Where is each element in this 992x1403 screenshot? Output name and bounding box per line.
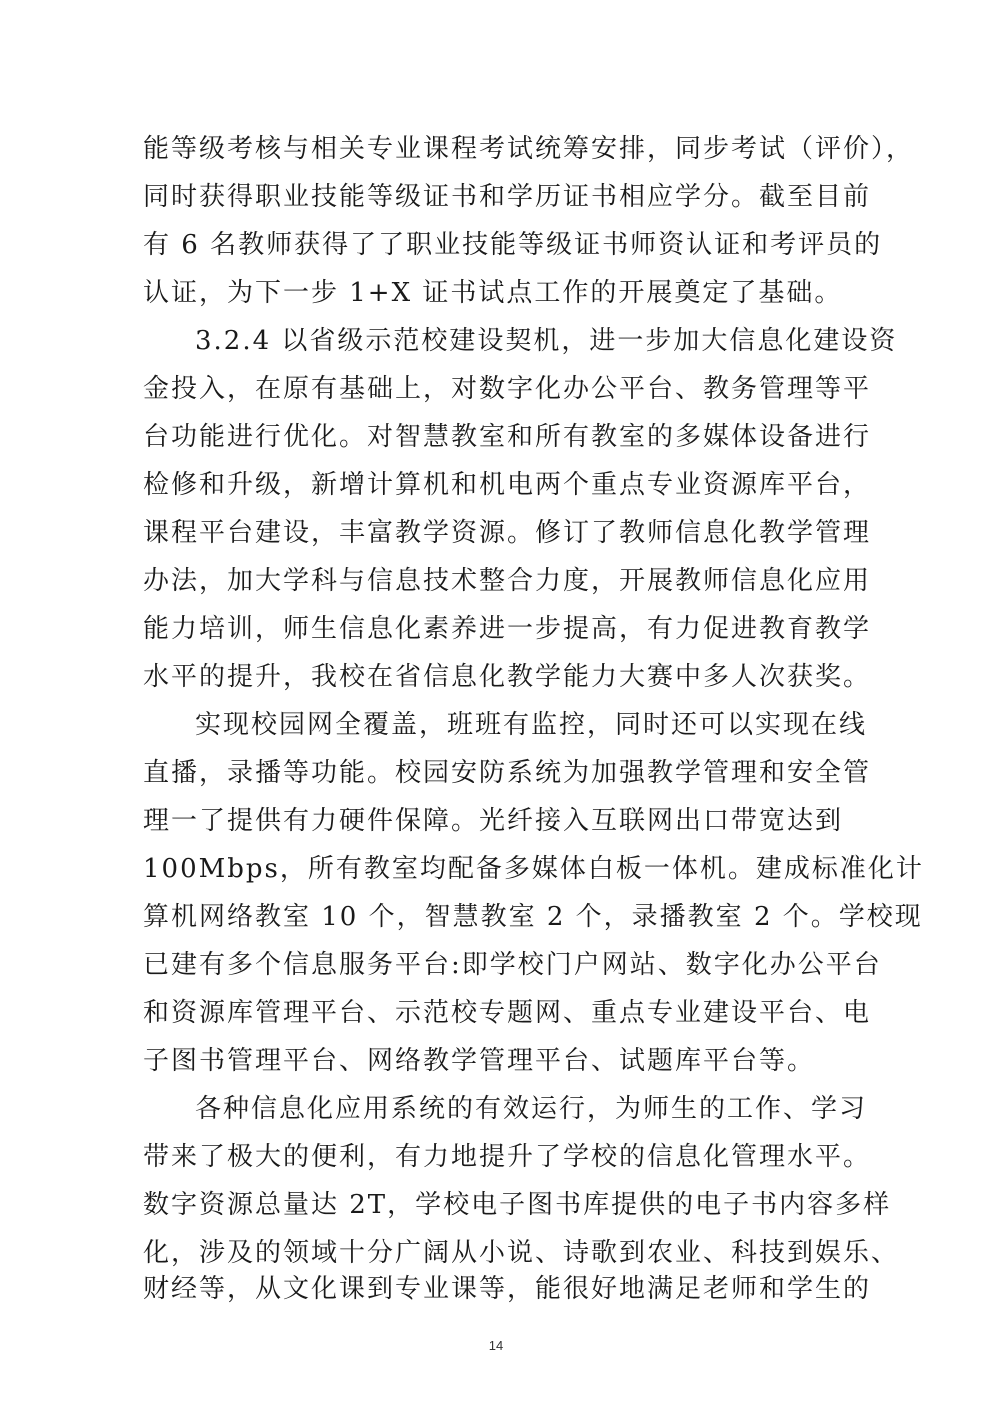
text-line: 带来了极大的便利，有力地提升了学校的信息化管理水平。 [143,1142,872,1172]
text-line: 已建有多个信息服务平台:即学校门户网站、数字化办公平台 [143,950,882,980]
text-line: 办法，加大学科与信息技术整合力度，开展教师信息化应用 [143,566,872,596]
section-heading-line: 3.2.4 以省级示范校建设契机，进一步加大信息化建设资 [195,326,898,356]
text-line: 金投入，在原有基础上，对数字化办公平台、教务管理等平 [143,374,872,404]
text-line: 检修和升级，新增计算机和机电两个重点专业资源库平台， [143,470,872,500]
text-line: 能力培训，师生信息化素养进一步提高，有力促进教育教学 [143,614,872,644]
text-line: 100Mbps，所有教室均配备多媒体白板一体机。建成标准化计 [143,854,924,884]
text-line: 台功能进行优化。对智慧教室和所有教室的多媒体设备进行 [143,422,872,452]
text-line: 同时获得职业技能等级证书和学历证书相应学分。截至目前 [143,182,872,212]
text-line: 能等级考核与相关专业课程考试统筹安排，同步考试（评价）， [143,134,915,164]
text-line: 数字资源总量达 2T，学校电子图书库提供的电子书内容多样 [143,1190,892,1220]
text-line: 子图书管理平台、网络教学管理平台、试题库平台等。 [143,1046,816,1076]
text-line: 直播，录播等功能。校园安防系统为加强教学管理和安全管 [143,758,872,788]
page-number: 14 [488,1338,504,1353]
text-line: 化，涉及的领域十分广阔从小说、诗歌到农业、科技到娱乐、 [143,1238,900,1268]
text-line: 理一了提供有力硬件保障。光纤接入互联网出口带宽达到 [143,806,844,836]
text-line: 有 6 名教师获得了了职业技能等级证书师资认证和考评员的 [143,230,883,260]
text-line: 算机网络教室 10 个，智慧教室 2 个，录播教室 2 个。学校现 [143,902,923,932]
text-line: 水平的提升，我校在省信息化教学能力大赛中多人次获奖。 [143,662,872,692]
paragraph-start-line: 实现校园网全覆盖，班班有监控，同时还可以实现在线 [195,710,868,740]
text-line: 财经等，从文化课到专业课等，能很好地满足老师和学生的 [143,1274,872,1304]
text-line: 认证，为下一步 1+X 证书试点工作的开展奠定了基础。 [143,278,843,308]
text-line: 课程平台建设，丰富教学资源。修订了教师信息化教学管理 [143,518,872,548]
text-line: 和资源库管理平台、示范校专题网、重点专业建设平台、电 [143,998,872,1028]
paragraph-start-line: 各种信息化应用系统的有效运行，为师生的工作、学习 [195,1094,868,1124]
